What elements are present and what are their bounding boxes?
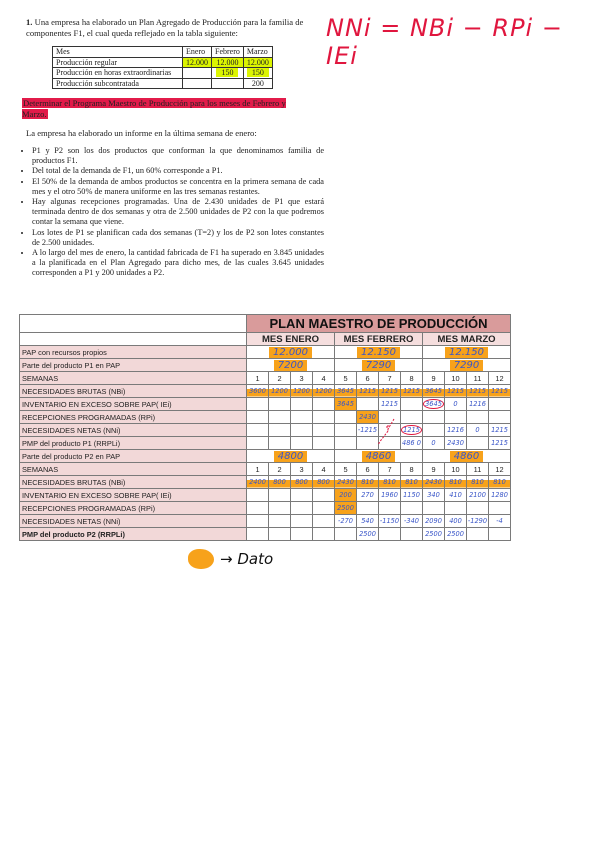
week-number: 3: [291, 463, 313, 476]
cell: [379, 528, 401, 541]
row-label: Producción subcontratada: [53, 78, 183, 89]
problem-statement: Una empresa ha elaborado un Plan Agregado de Producción para la familia de componentes F1, el cual queda reflejado en la tabla siguiente:: [26, 17, 304, 38]
cell: 1215: [445, 385, 467, 398]
cell: [269, 502, 291, 515]
cell: [489, 502, 511, 515]
cell: 540: [357, 515, 379, 528]
cell: 810: [445, 476, 467, 489]
week-number: 2: [269, 372, 291, 385]
cell: [489, 398, 511, 411]
cell: 1215: [379, 398, 401, 411]
cell: 200: [243, 78, 272, 89]
cell: 1215: [489, 437, 511, 450]
cell: 486 0: [401, 437, 423, 450]
week-number: 12: [489, 372, 511, 385]
table-header-row: [53, 47, 273, 58]
list-item: • Del total de la demanda de F1, un 60% corresponde a P1.: [32, 166, 324, 176]
row-label: Producción en horas extraordinarias: [53, 68, 183, 79]
row-label: NECESIDADES BRUTAS (NBi): [20, 476, 247, 489]
cell: [357, 398, 379, 411]
cell: [467, 411, 489, 424]
cell: 1215: [379, 385, 401, 398]
cell: [423, 424, 445, 437]
cell: [269, 398, 291, 411]
task-statement: [22, 98, 312, 119]
cell: [269, 515, 291, 528]
cell: [212, 78, 244, 89]
cell: -4: [489, 515, 511, 528]
table-row-p2-ie: [20, 489, 511, 502]
cell: 3645: [335, 398, 357, 411]
aggregate-plan-table: [52, 46, 273, 89]
cell: 3600: [247, 385, 269, 398]
cell: 12.000: [183, 57, 212, 68]
week-number: 8: [401, 463, 423, 476]
cell: [357, 437, 379, 450]
cell: 1215: [489, 385, 511, 398]
cell: 12.000: [243, 57, 272, 68]
p2-part-enero: 4800: [274, 451, 307, 462]
month-header-marzo: MES MARZO: [423, 333, 511, 346]
report-intro: La empresa ha elaborado un informe en la última semana de enero:: [26, 128, 257, 138]
legend: [188, 549, 273, 569]
cell: [379, 411, 401, 424]
cell: [291, 528, 313, 541]
pmp-table: [19, 314, 511, 541]
cell: [247, 411, 269, 424]
cell: 810: [467, 476, 489, 489]
p1-part-enero: 7200: [274, 360, 307, 371]
legend-label: → Dato: [220, 550, 274, 568]
cell: 1280: [489, 489, 511, 502]
cell: 800: [269, 476, 291, 489]
cell: [467, 437, 489, 450]
table-row: [53, 68, 273, 79]
cell: [291, 411, 313, 424]
cell: [269, 424, 291, 437]
row-label: NECESIDADES NETAS (NNi): [20, 515, 247, 528]
cell: [183, 68, 212, 79]
cell: 2090: [423, 515, 445, 528]
cell: 810: [379, 476, 401, 489]
header-cell: Mes: [53, 47, 183, 58]
cell: [379, 437, 401, 450]
table-row: [53, 57, 273, 68]
month-header-enero: MES ENERO: [247, 333, 335, 346]
cell: [335, 528, 357, 541]
cell: 1215: [357, 385, 379, 398]
cell: [247, 489, 269, 502]
cell: [489, 528, 511, 541]
row-label: PMP del producto P2 (RRPLi): [20, 528, 247, 541]
cell: 800: [313, 476, 335, 489]
cell: 1150: [401, 489, 423, 502]
problem-number: 1.: [26, 17, 33, 27]
cell: [423, 411, 445, 424]
header-cell: Febrero: [212, 47, 244, 58]
cell: [335, 424, 357, 437]
pmp-title: PLAN MAESTRO DE PRODUCCIÓN: [247, 315, 511, 333]
week-number: 9: [423, 463, 445, 476]
problem-intro: [26, 17, 316, 39]
cell: 810: [401, 476, 423, 489]
week-number: 7: [379, 372, 401, 385]
cell: [291, 515, 313, 528]
cell: [313, 398, 335, 411]
cell: [313, 424, 335, 437]
cell: 410: [445, 489, 467, 502]
week-number: 4: [313, 463, 335, 476]
cell: [313, 437, 335, 450]
cell: [269, 528, 291, 541]
pap-febrero: 12.150: [357, 347, 400, 358]
row-label-pap: PAP con recursos propios: [20, 346, 247, 359]
week-number: 5: [335, 463, 357, 476]
report-bullets: [22, 146, 324, 279]
cell: 1960: [379, 489, 401, 502]
cell: 270: [357, 489, 379, 502]
p2-part-febrero: 4860: [362, 451, 395, 462]
week-number: 3: [291, 372, 313, 385]
cell: 200: [335, 489, 357, 502]
cell: 3645: [423, 385, 445, 398]
cell: 1200: [313, 385, 335, 398]
cell: [291, 424, 313, 437]
cell: [313, 502, 335, 515]
p1-part-marzo: 7290: [450, 360, 483, 371]
cell: [291, 502, 313, 515]
cell: [313, 489, 335, 502]
week-number: 12: [489, 463, 511, 476]
cell: [379, 502, 401, 515]
week-number: 4: [313, 372, 335, 385]
week-number: 11: [467, 372, 489, 385]
table-row-p2-pmp: [20, 528, 511, 541]
row-label: NECESIDADES BRUTAS (NBi): [20, 385, 247, 398]
cell: [291, 437, 313, 450]
cell: [401, 411, 423, 424]
list-item: • El 50% de la demanda de ambos productos se concentra en la primera semana de cada mes y el otro 50% de manera uniforme en las tres semanas restantes.: [32, 177, 324, 197]
row-label-p2-part: Parte del producto P2 en PAP: [20, 450, 247, 463]
cell: 1216: [467, 398, 489, 411]
cell: 2430: [357, 411, 379, 424]
cell: 810: [357, 476, 379, 489]
cell: [401, 502, 423, 515]
list-item: • Los lotes de P1 se planifican cada dos semanas (T=2) y los de P2 son lotes constantes de 2.500 unidades.: [32, 228, 324, 248]
cell: [445, 502, 467, 515]
table-row-p1-rp: [20, 411, 511, 424]
week-number: 6: [357, 463, 379, 476]
cell: 2500: [335, 502, 357, 515]
cell: [247, 515, 269, 528]
cell: 2500: [445, 528, 467, 541]
table-row-p1-ie: [20, 398, 511, 411]
cell: [467, 528, 489, 541]
cell: 2500: [423, 528, 445, 541]
week-number: 6: [357, 372, 379, 385]
cell: 2430: [445, 437, 467, 450]
cell: 1200: [269, 385, 291, 398]
cell: 810: [489, 476, 511, 489]
cell: [291, 398, 313, 411]
cell: 2500: [357, 528, 379, 541]
row-label-p1-part: Parte del producto P1 en PAP: [20, 359, 247, 372]
cell: [247, 528, 269, 541]
p1-part-febrero: 7290: [362, 360, 395, 371]
row-label: NECESIDADES NETAS (NNi): [20, 424, 247, 437]
list-item: • Hay algunas recepciones programadas. Una de 2.430 unidades de P1 que estará terminada dentro de dos semanas y otra de 2.500 unidades de P2 con la que podremos contar la semana que viene.: [32, 197, 324, 228]
header-cell: Enero: [183, 47, 212, 58]
row-label: RECEPCIONES PROGRAMADAS (RPi): [20, 411, 247, 424]
cell: 3645: [335, 385, 357, 398]
cell: 1216: [445, 424, 467, 437]
week-number: 9: [423, 372, 445, 385]
table-row: [53, 78, 273, 89]
cell: [423, 502, 445, 515]
week-number: 2: [269, 463, 291, 476]
week-number: 8: [401, 372, 423, 385]
cell: [247, 398, 269, 411]
table-row-p1-pmp: [20, 437, 511, 450]
week-number: 1: [247, 463, 269, 476]
header-cell: Marzo: [243, 47, 272, 58]
row-label-weeks: SEMANAS: [20, 372, 247, 385]
cell: 150: [247, 68, 269, 77]
cell: 2100: [467, 489, 489, 502]
table-row-p1-nb: [20, 385, 511, 398]
cell: [335, 437, 357, 450]
cell: -1290: [467, 515, 489, 528]
cell: [335, 411, 357, 424]
pap-marzo: 12.150: [445, 347, 488, 358]
week-number: 5: [335, 372, 357, 385]
cell: [269, 489, 291, 502]
month-header-febrero: MES FEBRERO: [335, 333, 423, 346]
cell: [247, 437, 269, 450]
cell: [445, 411, 467, 424]
week-number: 11: [467, 463, 489, 476]
cell: [247, 424, 269, 437]
cell: 1215: [401, 385, 423, 398]
cell: 800: [291, 476, 313, 489]
cell: [247, 502, 269, 515]
week-number: 10: [445, 372, 467, 385]
cell: 12.000: [212, 57, 244, 68]
cell: [467, 502, 489, 515]
row-label: INVENTARIO EN EXCESO SOBRE PAP( IEi): [20, 398, 247, 411]
cell: 2400: [247, 476, 269, 489]
cell: -1215: [357, 424, 379, 437]
blank-cell: [20, 315, 247, 333]
cell: 1215: [489, 424, 511, 437]
blank-cell: [20, 333, 247, 346]
cell: 1215: [467, 385, 489, 398]
table-row-p1-nn: [20, 424, 511, 437]
cell: [401, 528, 423, 541]
cell: -270: [335, 515, 357, 528]
row-label: INVENTARIO EN EXCESO SOBRE PAP( IEi): [20, 489, 247, 502]
cell: 150: [216, 68, 238, 77]
row-label: PMP del producto P1 (RRPLi): [20, 437, 247, 450]
cell: [489, 411, 511, 424]
cell: 0: [445, 398, 467, 411]
cell: 340: [423, 489, 445, 502]
cell: [379, 424, 401, 437]
cell: [401, 398, 423, 411]
cell: [269, 411, 291, 424]
table-row-p2-nb: [20, 476, 511, 489]
cell: 400: [445, 515, 467, 528]
list-item: • A lo largo del mes de enero, la cantidad fabricada de F1 ha superado en 3.845 unidades a la planificada en el Plan Agregado para dicho mes, de las cuales 3.645 unidades corresponden a P1 y 200 unidades a P2.: [32, 248, 324, 279]
cell: -1150: [379, 515, 401, 528]
task-text: Determinar el Programa Maestro de Producción para los meses de Febrero y Marzo.: [22, 98, 286, 119]
cell: [291, 489, 313, 502]
week-number: 10: [445, 463, 467, 476]
cell: 0: [467, 424, 489, 437]
orange-marker-icon: [188, 549, 214, 569]
table-row-p2-rp: [20, 502, 511, 515]
cell: 2430: [423, 476, 445, 489]
cell: 0: [423, 437, 445, 450]
circled-value: 1215: [403, 426, 420, 434]
cell: [269, 437, 291, 450]
cell: [357, 502, 379, 515]
row-label: Producción regular: [53, 57, 183, 68]
cell: 1200: [291, 385, 313, 398]
row-label: RECEPCIONES PROGRAMADAS (RPi): [20, 502, 247, 515]
p2-part-marzo: 4860: [450, 451, 483, 462]
week-number: 7: [379, 463, 401, 476]
handwritten-formula: NNi = NBi − RPi − IEi: [326, 14, 563, 70]
row-label-weeks: SEMANAS: [20, 463, 247, 476]
table-row-p2-nn: [20, 515, 511, 528]
cell: -340: [401, 515, 423, 528]
cell: [313, 411, 335, 424]
pap-enero: 12.000: [269, 347, 312, 358]
cell: [313, 528, 335, 541]
cell: [313, 515, 335, 528]
cell: [183, 78, 212, 89]
circled-value: 3645: [425, 400, 442, 408]
week-number: 1: [247, 372, 269, 385]
list-item: • P1 y P2 son los dos productos que conforman la que denominamos familia de productos F1.: [32, 146, 324, 166]
cell: 2430: [335, 476, 357, 489]
